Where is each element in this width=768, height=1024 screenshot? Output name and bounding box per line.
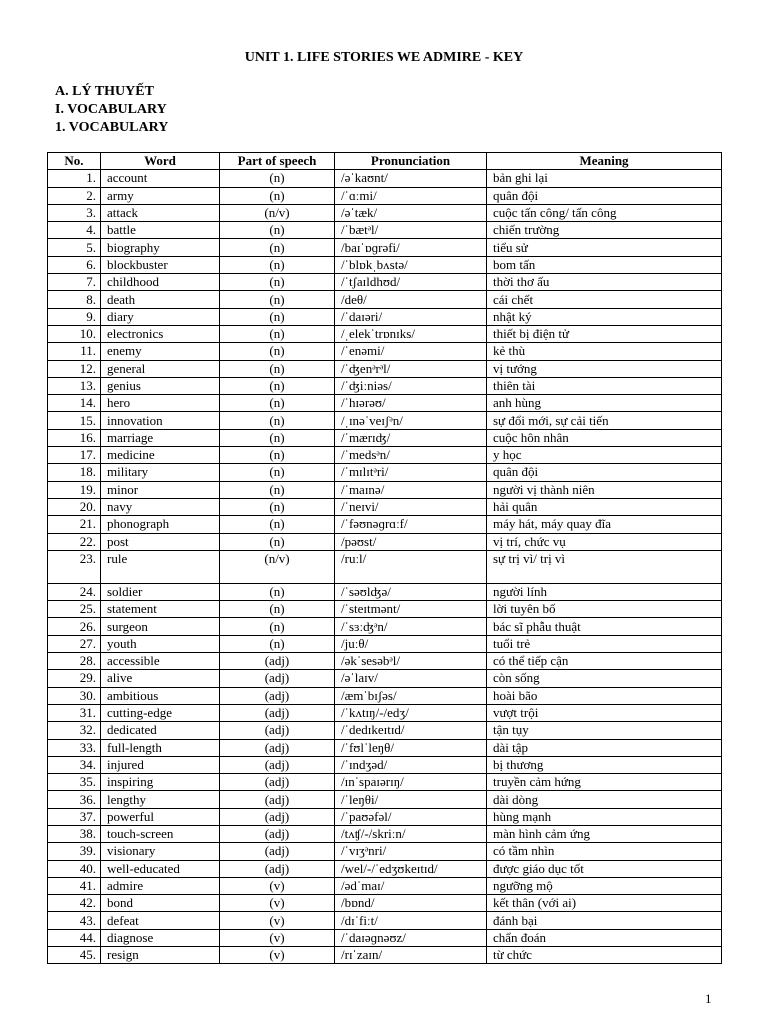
cell-word: ambitious bbox=[101, 687, 220, 704]
cell-no: 8. bbox=[48, 291, 101, 308]
cell-meaning: người vị thành niên bbox=[487, 481, 722, 498]
cell-no: 4. bbox=[48, 222, 101, 239]
cell-part-of-speech: (n) bbox=[220, 516, 335, 533]
cell-meaning: tận tụy bbox=[487, 722, 722, 739]
section-heading-theory: A. LÝ THUYẾT bbox=[55, 84, 154, 99]
table-row bbox=[48, 377, 722, 394]
table-row bbox=[48, 635, 722, 652]
table-row bbox=[48, 429, 722, 446]
cell-part-of-speech: (adj) bbox=[220, 843, 335, 860]
cell-part-of-speech: (adj) bbox=[220, 670, 335, 687]
cell-no: 29. bbox=[48, 670, 101, 687]
cell-no: 2. bbox=[48, 187, 101, 204]
cell-meaning: có thể tiếp cận bbox=[487, 653, 722, 670]
cell-meaning: chiến trường bbox=[487, 222, 722, 239]
cell-meaning: hùng mạnh bbox=[487, 808, 722, 825]
cell-no: 11. bbox=[48, 343, 101, 360]
table-row bbox=[48, 360, 722, 377]
cell-meaning: đánh bại bbox=[487, 912, 722, 929]
cell-word: powerful bbox=[101, 808, 220, 825]
header-pronunciation: Pronunciation bbox=[335, 153, 487, 170]
cell-meaning: chẩn đoán bbox=[487, 929, 722, 946]
cell-meaning: vị tướng bbox=[487, 360, 722, 377]
cell-meaning: dài tập bbox=[487, 739, 722, 756]
cell-word: lengthy bbox=[101, 791, 220, 808]
cell-meaning: lời tuyên bố bbox=[487, 601, 722, 618]
cell-no: 6. bbox=[48, 256, 101, 273]
cell-no: 23. bbox=[48, 550, 101, 583]
cell-word: visionary bbox=[101, 843, 220, 860]
cell-word: enemy bbox=[101, 343, 220, 360]
cell-no: 15. bbox=[48, 412, 101, 429]
table-row bbox=[48, 825, 722, 842]
cell-no: 32. bbox=[48, 722, 101, 739]
cell-part-of-speech: (v) bbox=[220, 877, 335, 894]
cell-pronunciation: /dɪˈfiːt/ bbox=[335, 912, 487, 929]
cell-pronunciation: /ˈmærɪʤ/ bbox=[335, 429, 487, 446]
table-row bbox=[48, 447, 722, 464]
cell-part-of-speech: (adj) bbox=[220, 774, 335, 791]
cell-pronunciation: /pəʊst/ bbox=[335, 533, 487, 550]
cell-part-of-speech: (n) bbox=[220, 170, 335, 187]
cell-meaning: máy hát, máy quay đĩa bbox=[487, 516, 722, 533]
cell-no: 31. bbox=[48, 704, 101, 721]
cell-pronunciation: /ˌelekˈtrɒnɪks/ bbox=[335, 325, 487, 342]
table-row bbox=[48, 412, 722, 429]
table-row bbox=[48, 498, 722, 515]
cell-pronunciation: /ˈkʌtɪŋ/-/edʒ/ bbox=[335, 704, 487, 721]
cell-pronunciation: /ɪnˈspaɪərɪŋ/ bbox=[335, 774, 487, 791]
cell-no: 19. bbox=[48, 481, 101, 498]
cell-part-of-speech: (n) bbox=[220, 308, 335, 325]
table-row bbox=[48, 653, 722, 670]
cell-word: inspiring bbox=[101, 774, 220, 791]
cell-pronunciation: /juːθ/ bbox=[335, 635, 487, 652]
cell-no: 17. bbox=[48, 447, 101, 464]
cell-part-of-speech: (v) bbox=[220, 929, 335, 946]
table-row bbox=[48, 222, 722, 239]
cell-part-of-speech: (n) bbox=[220, 222, 335, 239]
cell-no: 44. bbox=[48, 929, 101, 946]
cell-meaning: thời thơ ấu bbox=[487, 274, 722, 291]
cell-pronunciation: /ˈenəmi/ bbox=[335, 343, 487, 360]
header-word: Word bbox=[101, 153, 220, 170]
page-number: 1 bbox=[705, 991, 712, 1006]
cell-word: military bbox=[101, 464, 220, 481]
cell-part-of-speech: (n) bbox=[220, 187, 335, 204]
cell-pronunciation: /ˈmedsᵊn/ bbox=[335, 447, 487, 464]
table-row bbox=[48, 895, 722, 912]
cell-word: accessible bbox=[101, 653, 220, 670]
cell-meaning: có tầm nhìn bbox=[487, 843, 722, 860]
cell-meaning: màn hình cảm ứng bbox=[487, 825, 722, 842]
cell-meaning: y học bbox=[487, 447, 722, 464]
cell-word: attack bbox=[101, 204, 220, 221]
cell-no: 40. bbox=[48, 860, 101, 877]
cell-part-of-speech: (n) bbox=[220, 533, 335, 550]
cell-pronunciation: /ədˈmaɪ/ bbox=[335, 877, 487, 894]
cell-pronunciation: /ˈdaɪəri/ bbox=[335, 308, 487, 325]
cell-no: 43. bbox=[48, 912, 101, 929]
cell-part-of-speech: (n) bbox=[220, 239, 335, 256]
cell-part-of-speech: (adj) bbox=[220, 756, 335, 773]
cell-word: hero bbox=[101, 395, 220, 412]
table-row bbox=[48, 256, 722, 273]
table-row bbox=[48, 601, 722, 618]
cell-part-of-speech: (adj) bbox=[220, 687, 335, 704]
cell-part-of-speech: (v) bbox=[220, 947, 335, 964]
cell-meaning: người lính bbox=[487, 583, 722, 600]
cell-word: biography bbox=[101, 239, 220, 256]
cell-no: 30. bbox=[48, 687, 101, 704]
cell-meaning: thiên tài bbox=[487, 377, 722, 394]
cell-no: 25. bbox=[48, 601, 101, 618]
cell-part-of-speech: (n) bbox=[220, 343, 335, 360]
table-row bbox=[48, 239, 722, 256]
cell-pronunciation: /tʌʧ/-/skriːn/ bbox=[335, 825, 487, 842]
cell-pronunciation: /ˈneɪvi/ bbox=[335, 498, 487, 515]
cell-no: 18. bbox=[48, 464, 101, 481]
cell-part-of-speech: (n) bbox=[220, 464, 335, 481]
cell-meaning: được giáo dục tốt bbox=[487, 860, 722, 877]
vocabulary-table bbox=[47, 152, 722, 964]
cell-word: injured bbox=[101, 756, 220, 773]
table-row bbox=[48, 274, 722, 291]
table-row bbox=[48, 739, 722, 756]
cell-word: post bbox=[101, 533, 220, 550]
table-row bbox=[48, 308, 722, 325]
cell-meaning: cuộc hôn nhân bbox=[487, 429, 722, 446]
cell-pronunciation: /wel/-/ˈedʒʊkeɪtɪd/ bbox=[335, 860, 487, 877]
cell-no: 35. bbox=[48, 774, 101, 791]
table-row bbox=[48, 618, 722, 635]
table-row bbox=[48, 533, 722, 550]
table-row bbox=[48, 395, 722, 412]
header-no: No. bbox=[48, 153, 101, 170]
cell-no: 14. bbox=[48, 395, 101, 412]
table-row bbox=[48, 860, 722, 877]
cell-meaning: thiết bị điện tử bbox=[487, 325, 722, 342]
cell-word: army bbox=[101, 187, 220, 204]
cell-meaning: bom tấn bbox=[487, 256, 722, 273]
cell-meaning: vượt trội bbox=[487, 704, 722, 721]
cell-no: 7. bbox=[48, 274, 101, 291]
cell-word: touch-screen bbox=[101, 825, 220, 842]
cell-pronunciation: /ˈleŋθi/ bbox=[335, 791, 487, 808]
cell-no: 10. bbox=[48, 325, 101, 342]
cell-pronunciation: /ˈɪndʒəd/ bbox=[335, 756, 487, 773]
cell-meaning: sự đổi mới, sự cải tiến bbox=[487, 412, 722, 429]
cell-meaning: ngưỡng mộ bbox=[487, 877, 722, 894]
cell-part-of-speech: (adj) bbox=[220, 722, 335, 739]
cell-word: electronics bbox=[101, 325, 220, 342]
cell-meaning: bị thương bbox=[487, 756, 722, 773]
table-row bbox=[48, 583, 722, 600]
table-row bbox=[48, 912, 722, 929]
cell-meaning: còn sống bbox=[487, 670, 722, 687]
cell-no: 36. bbox=[48, 791, 101, 808]
cell-meaning: tiểu sử bbox=[487, 239, 722, 256]
table-row bbox=[48, 791, 722, 808]
cell-word: alive bbox=[101, 670, 220, 687]
cell-pronunciation: /ˈmɪlɪtᵊri/ bbox=[335, 464, 487, 481]
cell-pronunciation: /ˈsɜːʤᵊn/ bbox=[335, 618, 487, 635]
cell-no: 5. bbox=[48, 239, 101, 256]
cell-pronunciation: /ˈtʃaɪldhʊd/ bbox=[335, 274, 487, 291]
table-row bbox=[48, 187, 722, 204]
cell-no: 26. bbox=[48, 618, 101, 635]
cell-part-of-speech: (n) bbox=[220, 274, 335, 291]
cell-part-of-speech: (adj) bbox=[220, 704, 335, 721]
table-row bbox=[48, 877, 722, 894]
cell-no: 37. bbox=[48, 808, 101, 825]
cell-no: 34. bbox=[48, 756, 101, 773]
cell-no: 39. bbox=[48, 843, 101, 860]
cell-meaning: hải quân bbox=[487, 498, 722, 515]
table-row bbox=[48, 204, 722, 221]
cell-pronunciation: /ˈbætᵊl/ bbox=[335, 222, 487, 239]
cell-meaning: kẻ thù bbox=[487, 343, 722, 360]
table-row bbox=[48, 516, 722, 533]
cell-part-of-speech: (adj) bbox=[220, 739, 335, 756]
cell-pronunciation: /əkˈsesəbᵊl/ bbox=[335, 653, 487, 670]
cell-pronunciation: /əˈkaʊnt/ bbox=[335, 170, 487, 187]
table-row bbox=[48, 843, 722, 860]
cell-word: defeat bbox=[101, 912, 220, 929]
cell-no: 45. bbox=[48, 947, 101, 964]
cell-part-of-speech: (n) bbox=[220, 256, 335, 273]
cell-meaning: quân đội bbox=[487, 187, 722, 204]
cell-pronunciation: /ˈsteɪtmənt/ bbox=[335, 601, 487, 618]
cell-no: 42. bbox=[48, 895, 101, 912]
cell-pronunciation: /ˈfʊlˈleŋθ/ bbox=[335, 739, 487, 756]
table-row bbox=[48, 687, 722, 704]
cell-no: 1. bbox=[48, 170, 101, 187]
cell-part-of-speech: (n) bbox=[220, 601, 335, 618]
section-heading-vocabulary: I. VOCABULARY bbox=[55, 102, 167, 117]
cell-pronunciation: /ˈsəʊlʤə/ bbox=[335, 583, 487, 600]
cell-part-of-speech: (v) bbox=[220, 912, 335, 929]
cell-part-of-speech: (n) bbox=[220, 291, 335, 308]
cell-part-of-speech: (n) bbox=[220, 412, 335, 429]
table-row bbox=[48, 170, 722, 187]
cell-pronunciation: /ˈhɪərəʊ/ bbox=[335, 395, 487, 412]
cell-word: general bbox=[101, 360, 220, 377]
cell-word: marriage bbox=[101, 429, 220, 446]
cell-pronunciation: /rɪˈzaɪn/ bbox=[335, 947, 487, 964]
table-row bbox=[48, 756, 722, 773]
table-row bbox=[48, 325, 722, 342]
cell-part-of-speech: (adj) bbox=[220, 860, 335, 877]
cell-word: rule bbox=[101, 550, 220, 583]
cell-word: full-length bbox=[101, 739, 220, 756]
cell-part-of-speech: (v) bbox=[220, 895, 335, 912]
cell-word: blockbuster bbox=[101, 256, 220, 273]
cell-part-of-speech: (adj) bbox=[220, 825, 335, 842]
table-row bbox=[48, 481, 722, 498]
cell-word: death bbox=[101, 291, 220, 308]
table-row bbox=[48, 774, 722, 791]
cell-part-of-speech: (adj) bbox=[220, 808, 335, 825]
table-row bbox=[48, 808, 722, 825]
cell-word: surgeon bbox=[101, 618, 220, 635]
cell-part-of-speech: (adj) bbox=[220, 791, 335, 808]
cell-pronunciation: /ˈvɪʒᵊnri/ bbox=[335, 843, 487, 860]
cell-meaning: truyền cảm hứng bbox=[487, 774, 722, 791]
cell-word: diagnose bbox=[101, 929, 220, 946]
cell-part-of-speech: (n) bbox=[220, 583, 335, 600]
document-title: UNIT 1. LIFE STORIES WE ADMIRE - KEY bbox=[244, 50, 524, 65]
cell-pronunciation: /ˈʤenᵊrᵊl/ bbox=[335, 360, 487, 377]
cell-part-of-speech: (n) bbox=[220, 618, 335, 635]
cell-pronunciation: /ˈmaɪnə/ bbox=[335, 481, 487, 498]
cell-no: 28. bbox=[48, 653, 101, 670]
cell-pronunciation: /ˈblɒkˌbʌstə/ bbox=[335, 256, 487, 273]
cell-word: account bbox=[101, 170, 220, 187]
cell-part-of-speech: (n) bbox=[220, 377, 335, 394]
cell-no: 41. bbox=[48, 877, 101, 894]
cell-meaning: nhật ký bbox=[487, 308, 722, 325]
cell-meaning: kết thân (với ai) bbox=[487, 895, 722, 912]
cell-no: 33. bbox=[48, 739, 101, 756]
cell-word: bond bbox=[101, 895, 220, 912]
cell-pronunciation: /ˈʤiːniəs/ bbox=[335, 377, 487, 394]
cell-word: dedicated bbox=[101, 722, 220, 739]
cell-meaning: cái chết bbox=[487, 291, 722, 308]
cell-no: 13. bbox=[48, 377, 101, 394]
subsection-heading-vocabulary: 1. VOCABULARY bbox=[55, 120, 169, 135]
cell-part-of-speech: (n) bbox=[220, 360, 335, 377]
cell-word: minor bbox=[101, 481, 220, 498]
table-row bbox=[48, 291, 722, 308]
cell-word: navy bbox=[101, 498, 220, 515]
cell-part-of-speech: (n) bbox=[220, 481, 335, 498]
cell-part-of-speech: (n) bbox=[220, 635, 335, 652]
cell-no: 24. bbox=[48, 583, 101, 600]
cell-word: genius bbox=[101, 377, 220, 394]
cell-meaning: từ chức bbox=[487, 947, 722, 964]
cell-pronunciation: /əˈlaɪv/ bbox=[335, 670, 487, 687]
cell-word: battle bbox=[101, 222, 220, 239]
cell-meaning: quân đội bbox=[487, 464, 722, 481]
table-body bbox=[48, 170, 722, 964]
cell-meaning: hoài bão bbox=[487, 687, 722, 704]
cell-part-of-speech: (n) bbox=[220, 498, 335, 515]
cell-pronunciation: /əˈtæk/ bbox=[335, 204, 487, 221]
cell-meaning: bản ghi lại bbox=[487, 170, 722, 187]
cell-pronunciation: /ˈdedɪkeɪtɪd/ bbox=[335, 722, 487, 739]
cell-word: cutting-edge bbox=[101, 704, 220, 721]
table-row bbox=[48, 947, 722, 964]
cell-pronunciation: /baɪˈɒɡrəfi/ bbox=[335, 239, 487, 256]
cell-no: 27. bbox=[48, 635, 101, 652]
header-part-of-speech: Part of speech bbox=[220, 153, 335, 170]
cell-pronunciation: /ˈpaʊəfəl/ bbox=[335, 808, 487, 825]
cell-part-of-speech: (n) bbox=[220, 429, 335, 446]
cell-word: phonograph bbox=[101, 516, 220, 533]
cell-no: 38. bbox=[48, 825, 101, 842]
cell-word: youth bbox=[101, 635, 220, 652]
cell-meaning: cuộc tấn công/ tấn công bbox=[487, 204, 722, 221]
cell-part-of-speech: (n/v) bbox=[220, 204, 335, 221]
table-row bbox=[48, 464, 722, 481]
cell-meaning: vị trí, chức vụ bbox=[487, 533, 722, 550]
cell-word: soldier bbox=[101, 583, 220, 600]
cell-pronunciation: /ˈdaɪəɡnəʊz/ bbox=[335, 929, 487, 946]
cell-meaning: tuổi trẻ bbox=[487, 635, 722, 652]
header-meaning: Meaning bbox=[487, 153, 722, 170]
cell-no: 20. bbox=[48, 498, 101, 515]
table-row bbox=[48, 670, 722, 687]
table-header-row bbox=[48, 153, 722, 170]
cell-pronunciation: /ˌɪnəˈveɪʃᵊn/ bbox=[335, 412, 487, 429]
cell-part-of-speech: (n) bbox=[220, 325, 335, 342]
cell-word: medicine bbox=[101, 447, 220, 464]
cell-no: 9. bbox=[48, 308, 101, 325]
cell-no: 3. bbox=[48, 204, 101, 221]
cell-pronunciation: /deθ/ bbox=[335, 291, 487, 308]
cell-part-of-speech: (n) bbox=[220, 395, 335, 412]
cell-word: innovation bbox=[101, 412, 220, 429]
cell-meaning: sự trị vì/ trị vì bbox=[487, 550, 722, 583]
cell-pronunciation: /bɒnd/ bbox=[335, 895, 487, 912]
cell-meaning: dài dòng bbox=[487, 791, 722, 808]
table-row bbox=[48, 550, 722, 583]
cell-no: 22. bbox=[48, 533, 101, 550]
table-row bbox=[48, 722, 722, 739]
cell-word: statement bbox=[101, 601, 220, 618]
cell-word: childhood bbox=[101, 274, 220, 291]
cell-part-of-speech: (adj) bbox=[220, 653, 335, 670]
cell-meaning: anh hùng bbox=[487, 395, 722, 412]
table-row bbox=[48, 704, 722, 721]
cell-no: 21. bbox=[48, 516, 101, 533]
cell-word: diary bbox=[101, 308, 220, 325]
cell-pronunciation: /ruːl/ bbox=[335, 550, 487, 583]
table-row bbox=[48, 343, 722, 360]
cell-pronunciation: /ˈɑːmi/ bbox=[335, 187, 487, 204]
cell-part-of-speech: (n/v) bbox=[220, 550, 335, 583]
table-row bbox=[48, 929, 722, 946]
cell-pronunciation: /ˈfəʊnəɡrɑːf/ bbox=[335, 516, 487, 533]
cell-word: admire bbox=[101, 877, 220, 894]
cell-no: 12. bbox=[48, 360, 101, 377]
cell-no: 16. bbox=[48, 429, 101, 446]
cell-pronunciation: /æmˈbɪʃəs/ bbox=[335, 687, 487, 704]
cell-word: resign bbox=[101, 947, 220, 964]
cell-meaning: bác sĩ phẫu thuật bbox=[487, 618, 722, 635]
cell-word: well-educated bbox=[101, 860, 220, 877]
cell-part-of-speech: (n) bbox=[220, 447, 335, 464]
